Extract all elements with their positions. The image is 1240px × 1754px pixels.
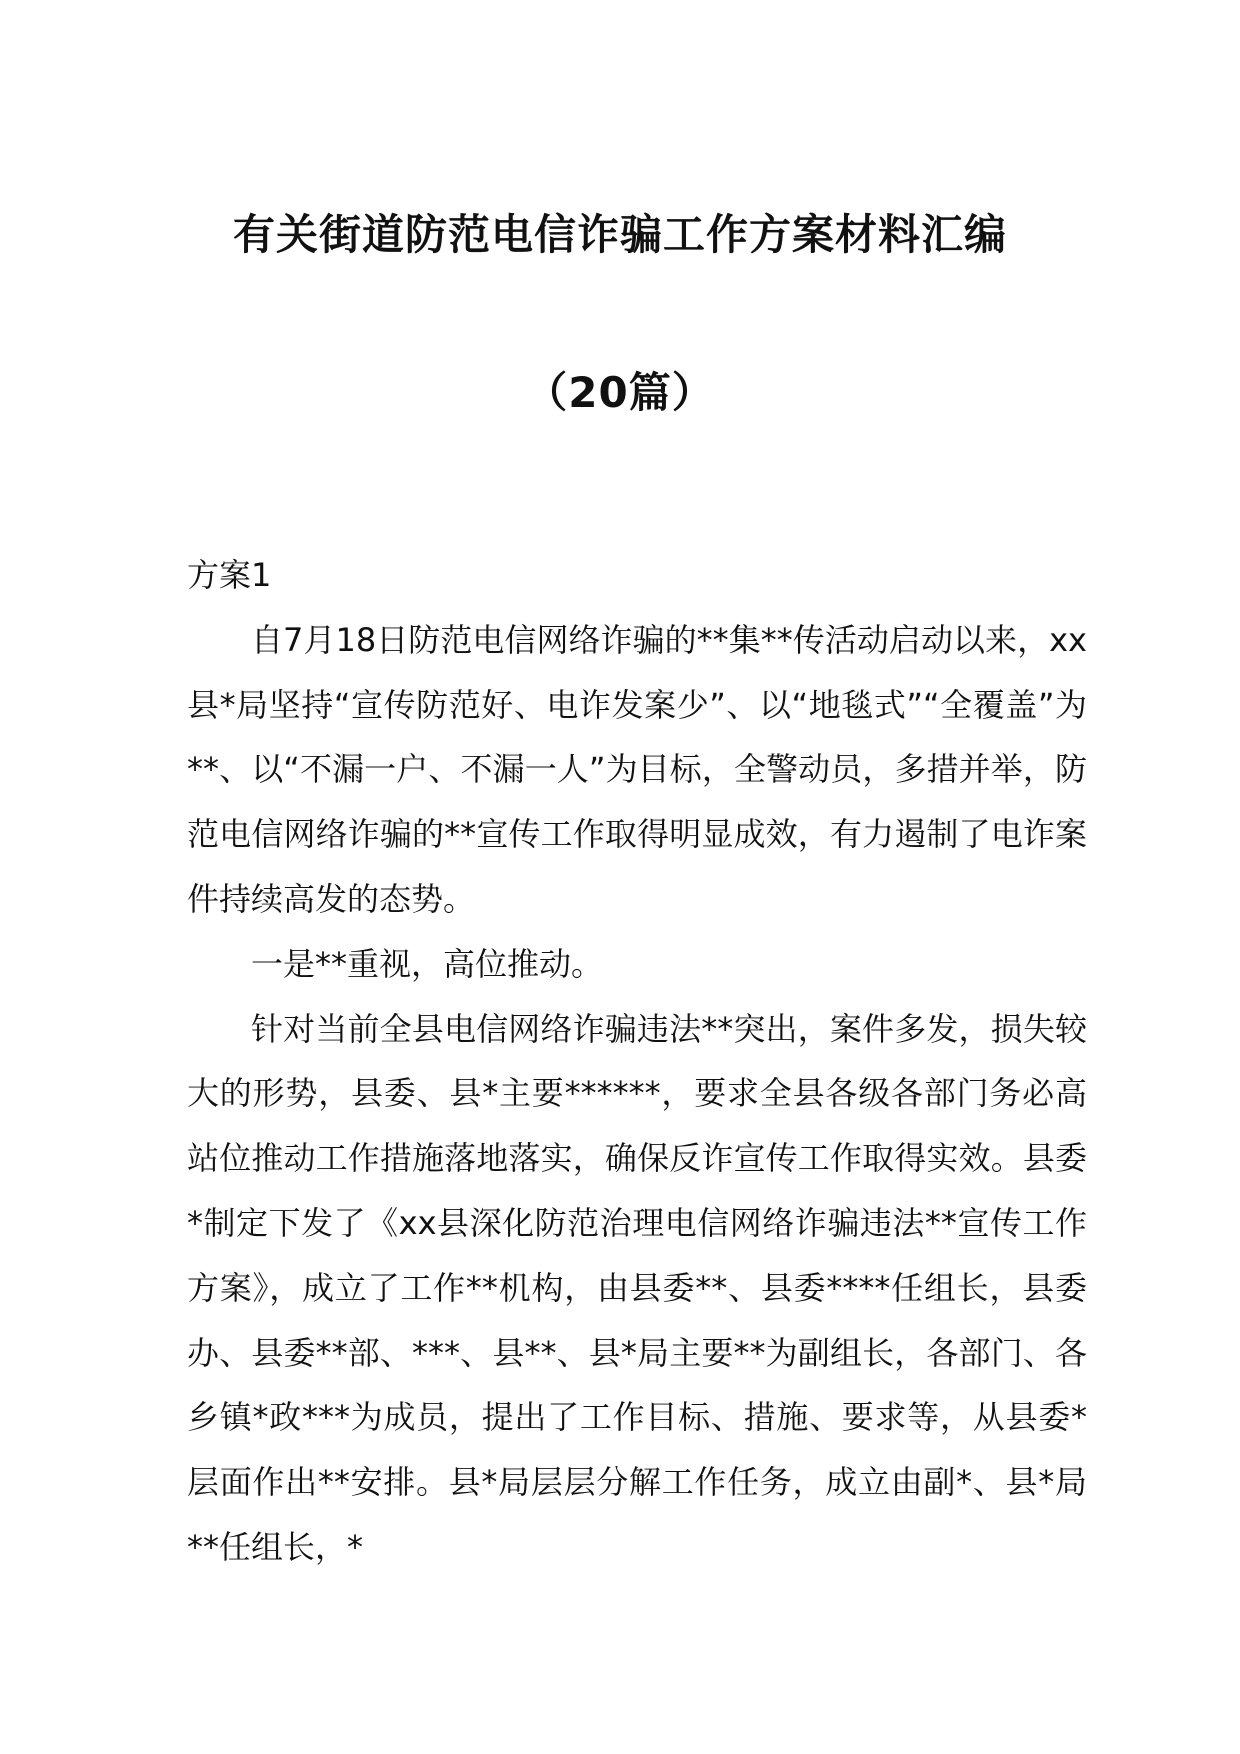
document-body [187,543,1087,1580]
paragraph: 针对当前全县电信网络诈骗违法**突出，案件多发，损失较大的形势，县委、县*主要******，要求全县各级各部门务必高站位推动工作措施落地落实，确保反诈宣传工作取得实效。县委*制定下发了《xx县深化防范治理电信网络诈骗违法**宣传工作方案》，成立了工作**机构，由县委**、县委****任组长，县委办、县委**部、***、县**、县*局主要**为副组长，各部门、各乡镇*政***为成员，提出了工作目标、措施、要求等，从县委*层面作出**安排。县*局层层分解工作任务，成立由副*、县*局**任组长，* [187,1009,1087,1566]
document-title: 有关街道防范电信诈骗工作方案材料汇编 [232,210,1007,259]
document-subtitle: （20篇） [525,368,715,417]
paragraph: 一是**重视，高位推动。 [251,944,604,983]
section-heading: 方案1 [187,556,272,594]
paragraph: 自7月18日防范电信网络诈骗的**集**传活动启动以来，xx县*局坚持“宣传防范好、电诈发案少”、以“地毯式”“全覆盖”为**、以“不漏一户、不漏一人”为目标，全警动员，多措并举，防范电信网络诈骗的**宣传工作取得明显成效，有力遏制了电诈案件持续高发的态势。 [187,620,1087,918]
